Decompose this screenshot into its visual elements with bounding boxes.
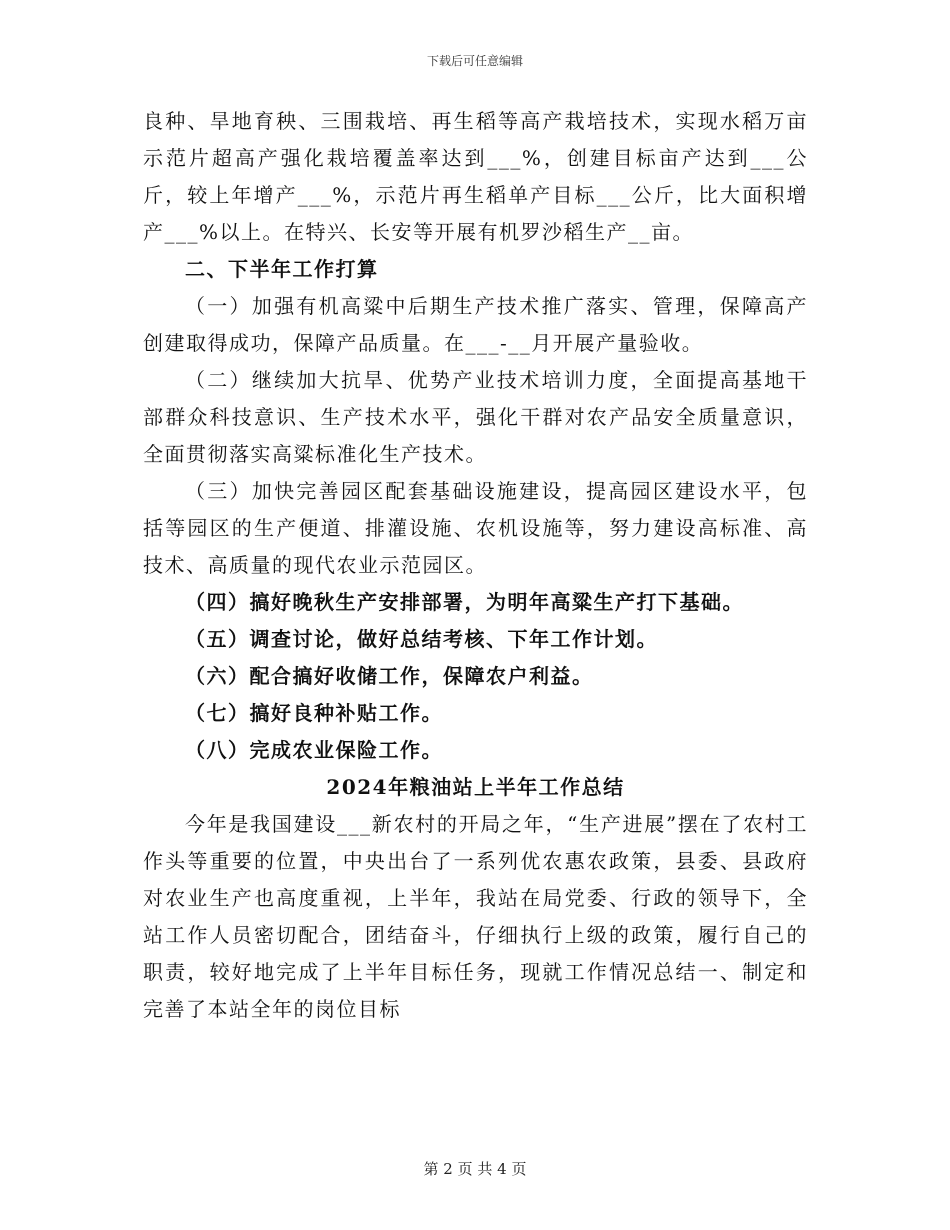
plan-item-8: （八）完成农业保险工作。 — [185, 738, 443, 762]
plan-item-3: （三）加快完善园区配套基础设施建设，提高园区建设水平，包括等园区的生产便道、排灌设施、农机设施等，努力建设高标准、高技术、高质量的现代农业示范园区。 — [143, 479, 808, 577]
summary-paragraph: 今年是我国建设___新农村的开局之年，“生产进展”摆在了农村工作头等重要的位置，中央出台了一系列优农惠农政策，县委、县政府对农业生产也高度重视，上半年，我站在局党委、行政的领导下，全站工作人员密切配合，团结奋斗，仔细执行上级的政策，履行自己的职责，较好地完成了上半年目标任务，现就工作情况总结一、制定和完善了本站全年的岗位目标 — [143, 812, 808, 1021]
plan-item-5: （五）调查讨论，做好总结考核、下年工作计划。 — [185, 627, 658, 651]
document-title: 2024年粮油站上半年工作总结 — [326, 775, 625, 799]
plan-item-7: （七）搞好良种补贴工作。 — [185, 701, 443, 725]
document-body — [143, 103, 808, 1028]
plan-item-4: （四）搞好晚秋生产安排部署，为明年高粱生产打下基础。 — [185, 590, 744, 614]
page-header: 下载后可任意编辑 — [426, 54, 523, 68]
section-title-second-half-plan: 二、下半年工作打算 — [185, 257, 379, 281]
page-number-footer: 第 2 页 共 4 页 — [423, 1160, 527, 1178]
paragraph-continuation: 良种、旱地育秧、三围栽培、再生稻等高产栽培技术，实现水稻万亩示范片超高产强化栽培覆盖率达到___%，创建目标亩产达到___公斤，较上年增产___%，示范片再生稻单产目标___公斤，比大面积增产___%以上。在特兴、长安等开展有机罗沙稻生产__亩。 — [143, 109, 808, 244]
plan-item-1: （一）加强有机高粱中后期生产技术推广落实、管理，保障高产创建取得成功，保障产品质量。在___-__月开展产量验收。 — [143, 294, 808, 355]
plan-item-6: （六）配合搞好收储工作，保障农户利益。 — [185, 664, 594, 688]
plan-item-2: （二）继续加大抗旱、优势产业技术培训力度，全面提高基地干部群众科技意识、生产技术水平，强化干群对农产品安全质量意识，全面贯彻落实高粱标准化生产技术。 — [143, 368, 808, 466]
